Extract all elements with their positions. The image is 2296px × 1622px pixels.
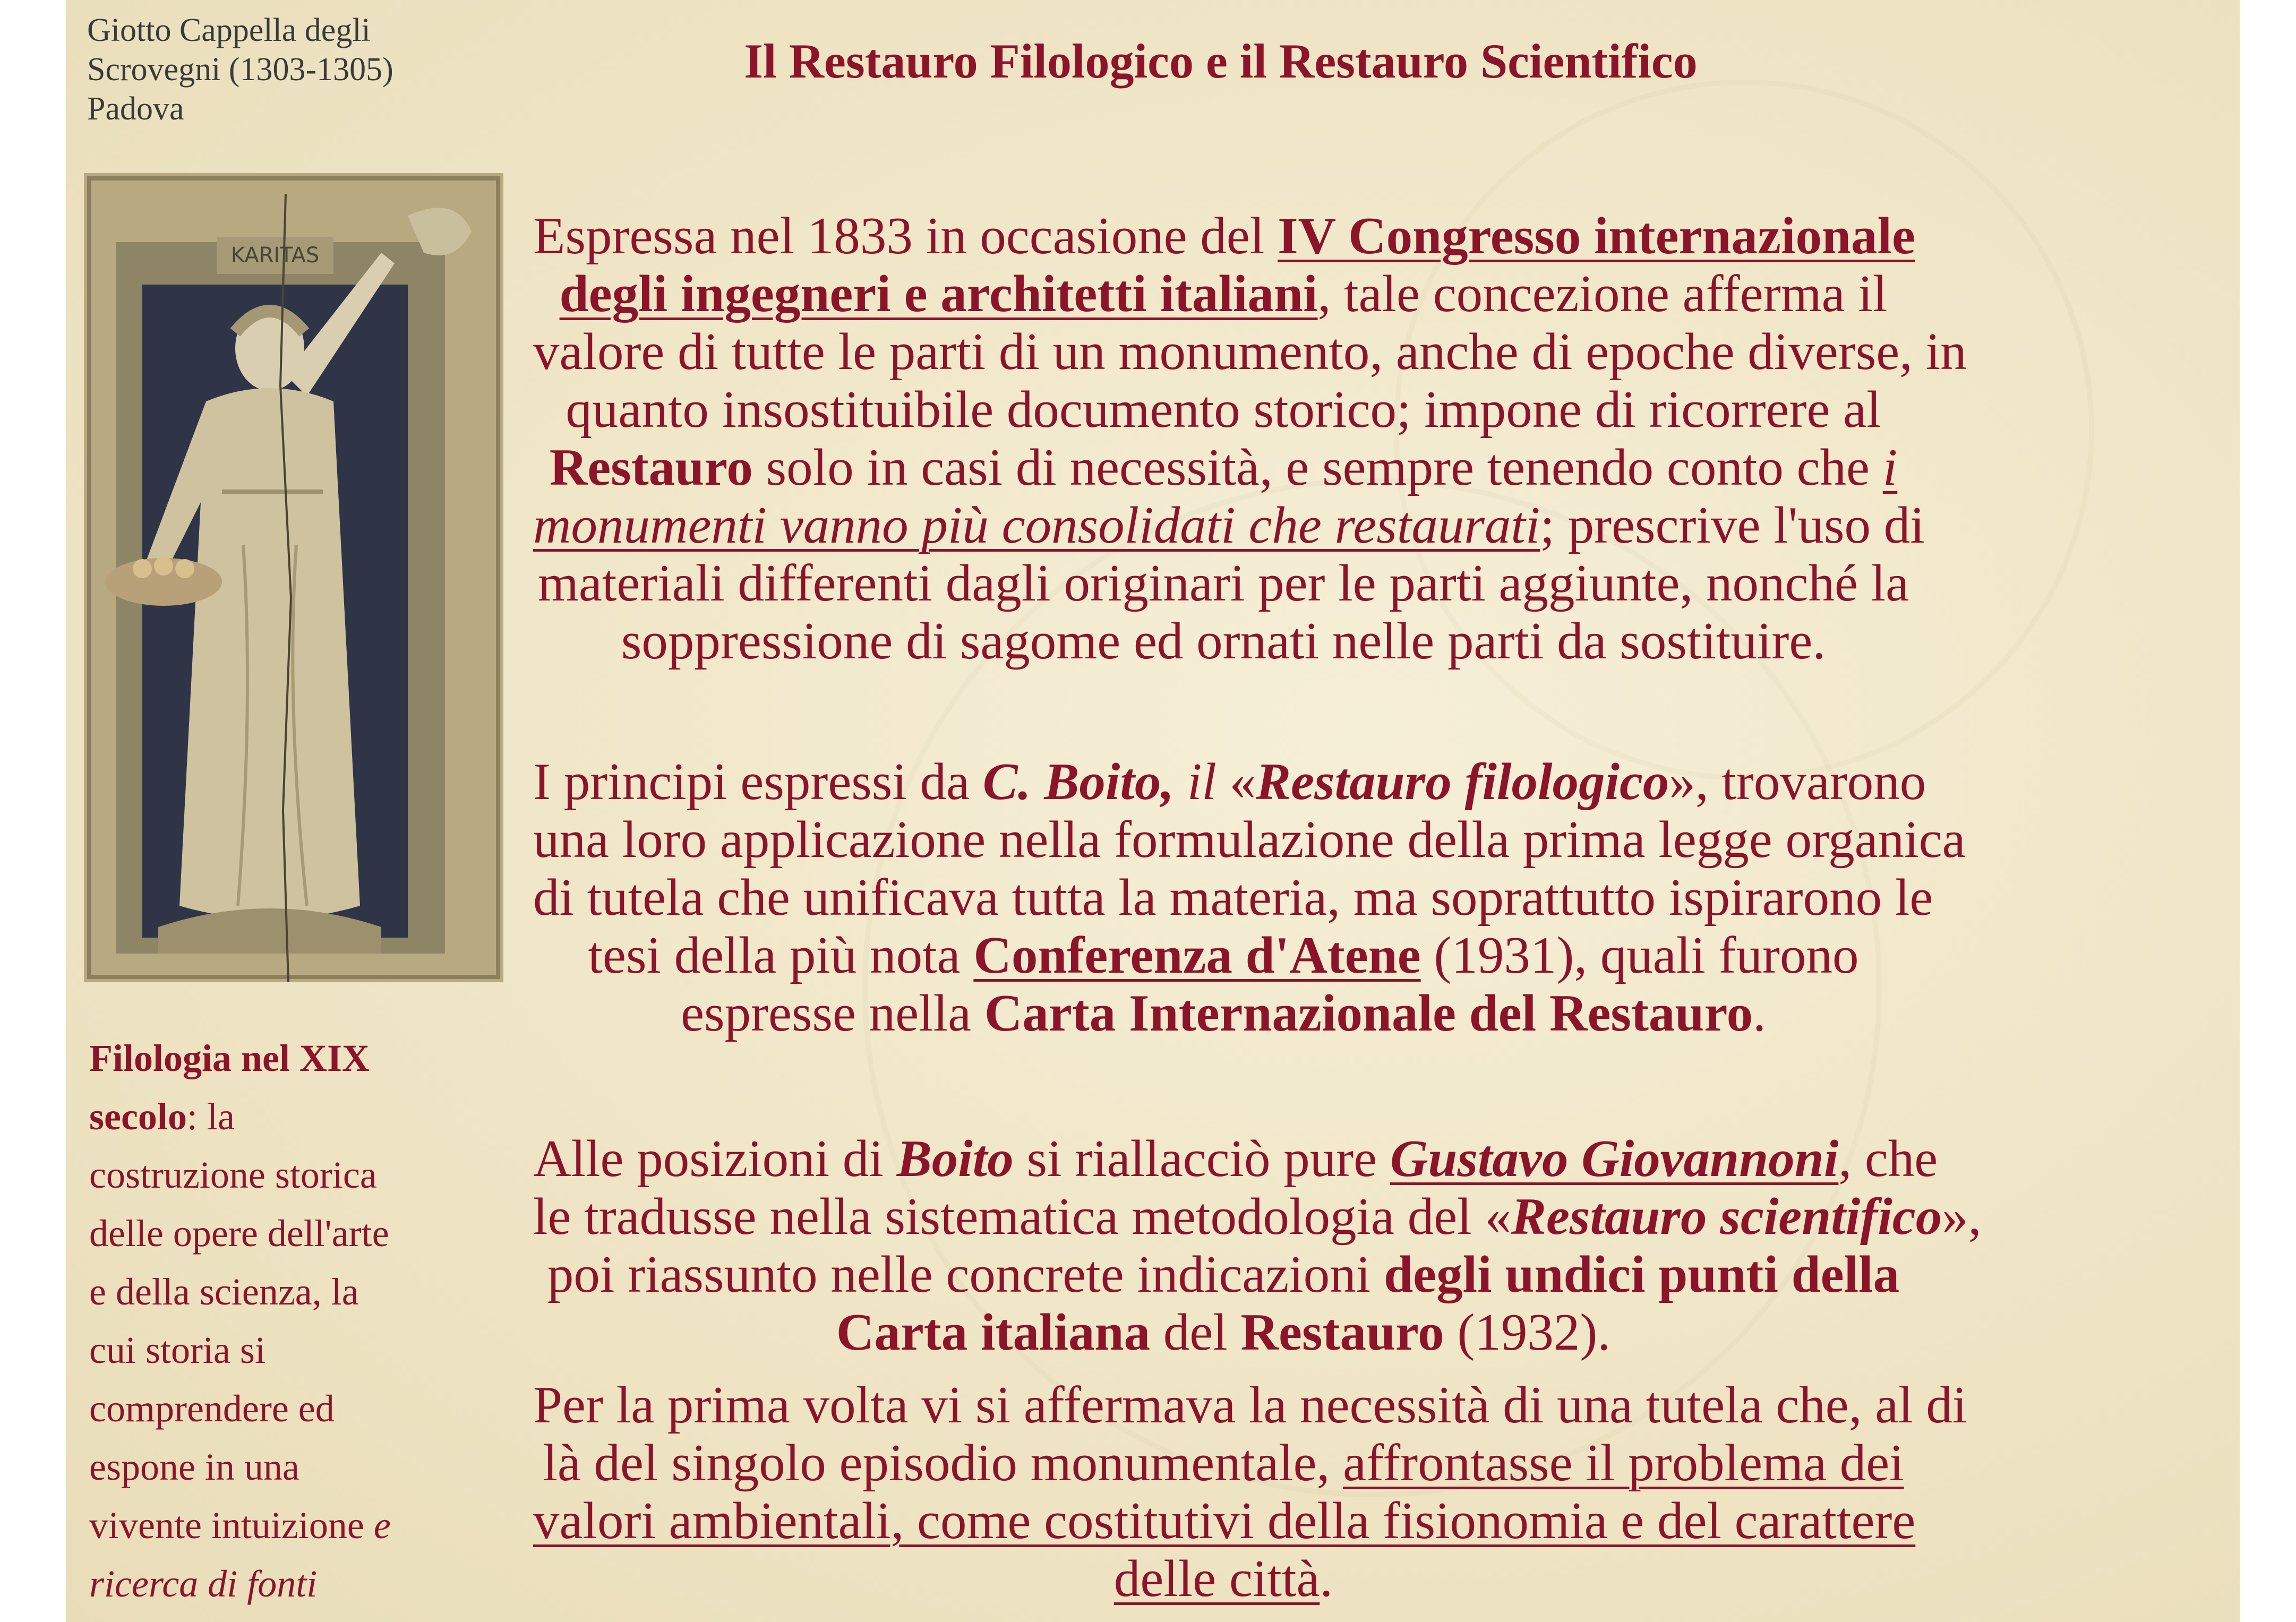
paragraph-4 — [533, 1376, 1967, 1608]
sidebar-text: secolo — [89, 1095, 187, 1138]
text: valori ambientali, come costitutivi della fisionomia e del carattere — [533, 1492, 1916, 1550]
sidebar-text: : la — [186, 1095, 235, 1138]
text: i — [1882, 439, 1898, 496]
painting-caption — [87, 11, 459, 128]
text: solo in casi di necessità, e sempre tenendo conto che — [752, 439, 1883, 496]
text: valore di tutte le parti di un monumento, anche di epoche diverse, in — [533, 323, 1967, 381]
text: , che — [1838, 1130, 1938, 1188]
sidebar-text: e della scienza, la — [89, 1271, 359, 1313]
text: (1932). — [1444, 1303, 1611, 1361]
sidebar-text: e — [373, 1504, 391, 1547]
text: poi riassunto nelle concrete indicazioni — [547, 1246, 1384, 1303]
text: . — [1320, 1550, 1333, 1608]
text: C. Boito, — [982, 753, 1175, 811]
text: espresse nella — [681, 984, 984, 1042]
text: Conferenza d'Atene — [973, 926, 1421, 984]
text: degli undici punti della — [1384, 1246, 1900, 1303]
text: delle città — [1113, 1550, 1320, 1608]
sidebar-text: comprendere ed — [89, 1387, 335, 1430]
text: di tutela che unificava tutta la materia, ma soprattutto ispirarono le — [533, 869, 1933, 926]
text: si riallacciò pure — [1013, 1130, 1390, 1188]
giotto-karitas-painting — [84, 173, 503, 982]
text: soppressione di sagome ed ornati nelle parti da sostituire. — [621, 612, 1826, 670]
text: Boito — [896, 1130, 1014, 1188]
text: Restauro scientifico — [1511, 1188, 1942, 1246]
text: IV Congresso internazionale — [1278, 207, 1915, 265]
text: una loro applicazione nella formulazione della prima legge organica — [533, 811, 1966, 869]
text: là del singolo episodio monumentale, — [543, 1434, 1343, 1492]
text: , tale concezione afferma il — [1317, 265, 1888, 323]
caption-line: Giotto Cappella degli — [87, 12, 371, 48]
text: . — [1753, 984, 1766, 1042]
text: degli ingegneri e architetti italiani — [559, 265, 1318, 323]
sidebar-text: ricerca di fonti — [89, 1563, 318, 1605]
text: il — [1174, 753, 1216, 811]
painting-illustration — [84, 173, 503, 982]
text: le tradusse nella sistematica metodologia del « — [533, 1188, 1511, 1246]
text: », trovarono — [1669, 753, 1926, 811]
text: Carta Internazionale del Restauro — [984, 984, 1753, 1042]
sidebar-text: delle opere dell'arte — [89, 1212, 389, 1255]
paragraph-1 — [533, 207, 1967, 670]
painting-inscription: KARITAS — [230, 243, 320, 268]
paragraph-3 — [533, 1130, 1982, 1361]
text: ; prescrive l'uso di — [1540, 496, 1925, 554]
text: Restauro — [1240, 1303, 1444, 1361]
text: Carta italiana — [836, 1303, 1151, 1361]
sidebar-text: vivente intuizione — [89, 1504, 374, 1547]
text: quanto insostituibile documento storico; impone di ricorrere al — [566, 381, 1881, 439]
sidebar-note — [89, 1029, 493, 1613]
text: materiali differenti dagli originari per le parti aggiunte, nonché la — [537, 554, 1909, 612]
sidebar-text: espone in una — [89, 1446, 299, 1488]
text: tesi della più nota — [588, 926, 974, 984]
sidebar-text: costruzione storica — [89, 1154, 377, 1196]
text: monumenti vanno più consolidati che restaurati — [533, 496, 1540, 554]
text: (1931), quali furono — [1420, 926, 1859, 984]
caption-line: Padova — [87, 91, 184, 127]
caption-line: Scrovegni (1303-1305) — [87, 52, 393, 88]
text: », — [1942, 1188, 1982, 1246]
paragraph-2 — [533, 753, 1966, 1042]
page-title: Il Restauro Filologico e il Restauro Scientifico — [744, 34, 1698, 88]
sidebar-text: cui storia si — [89, 1329, 265, 1371]
text: Gustavo Giovannoni — [1390, 1130, 1839, 1188]
text: Espressa nel 1833 in occasione del — [533, 207, 1278, 265]
text: I principi espressi da — [533, 753, 983, 811]
text: « — [1216, 753, 1256, 811]
text: del — [1150, 1303, 1241, 1361]
slide-background — [66, 0, 2240, 1622]
text: Restauro filologico — [1256, 753, 1669, 811]
text: Alle posizioni di — [533, 1130, 897, 1188]
text: Restauro — [549, 439, 753, 496]
sidebar-text: Filologia nel XIX — [89, 1037, 370, 1079]
text: Per la prima volta vi si affermava la necessità di una tutela che, al di — [533, 1376, 1967, 1434]
text: affrontasse il problema dei — [1343, 1434, 1904, 1492]
